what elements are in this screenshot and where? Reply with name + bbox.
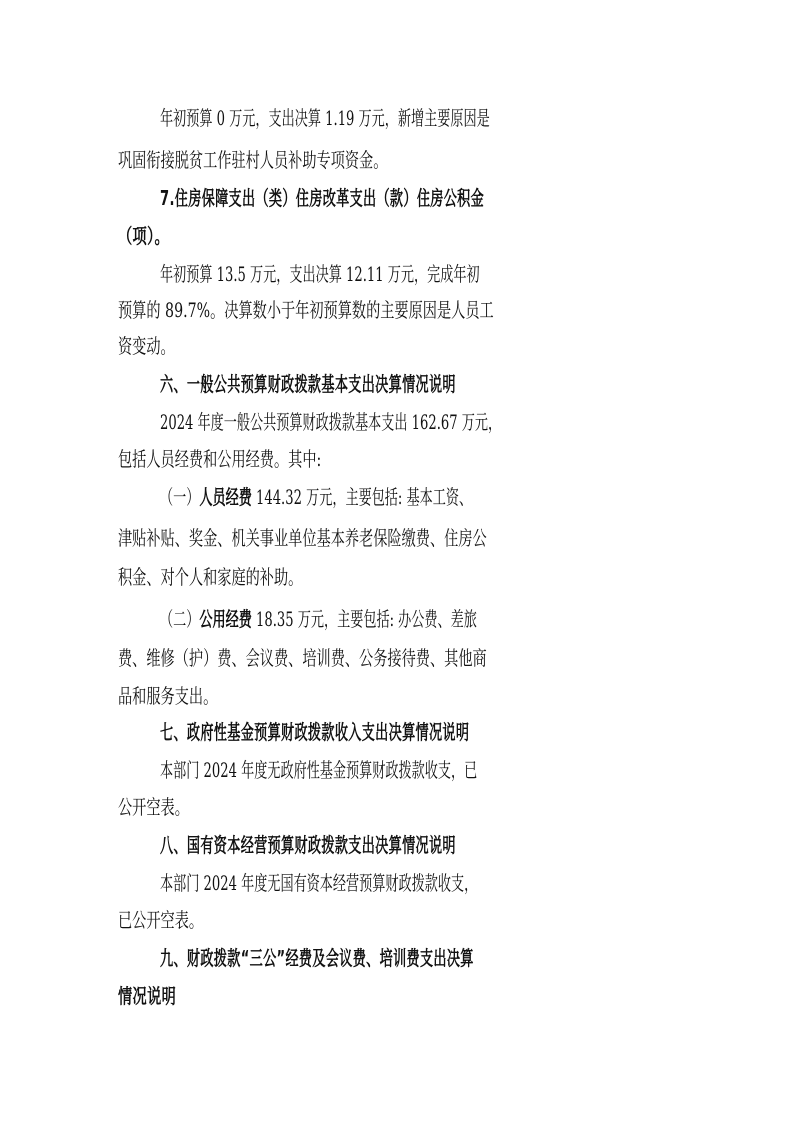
- paragraph-line: 本部门 2024 年度无政府性基金预算财政拨款收支，已: [160, 758, 478, 782]
- paragraph-line: 包括人员经费和公用经费。其中:: [118, 447, 322, 471]
- bold-term: 人员经费: [199, 485, 252, 509]
- paragraph-line: 公开空表。: [118, 795, 189, 819]
- section-heading: 九、财政拨款“三公”经费及会议费、培训费支出决算: [160, 946, 474, 970]
- paragraph-line: 巩固衔接脱贫工作驻村人员补助专项资金。: [118, 148, 388, 172]
- paragraph-line: 预算的 89.7%。决算数小于年初预算数的主要原因是人员工: [118, 298, 494, 322]
- paragraph-line: 品和服务支出。: [118, 684, 218, 708]
- section-heading: 七、政府性基金预算财政拨款收入支出决算情况说明: [160, 720, 470, 744]
- section-heading: （项）。: [118, 224, 170, 248]
- bold-term: 公用经费: [199, 607, 252, 631]
- section-heading: 八、国有资本经营预算财政拨款支出决算情况说明: [160, 833, 456, 857]
- paragraph-line: 资变动。: [118, 334, 175, 358]
- paragraph-line: 2024 年度一般公共预算财政拨款基本支出 162.67 万元，: [160, 410, 502, 434]
- paragraph-line: 本部门 2024 年度无国有资本经营预算财政拨款收支，: [160, 871, 478, 895]
- paragraph-line: 积金、对个人和家庭的补助。: [118, 565, 303, 589]
- paragraph-line: 已公开空表。: [118, 908, 204, 932]
- section-heading: 六、一般公共预算财政拨款基本支出决算情况说明: [160, 372, 456, 396]
- paragraph-line: 津贴补贴、奖金、机关事业单位基本养老保险缴费、住房公: [118, 526, 487, 550]
- paragraph-line: （一）人员经费 144.32 万元，主要包括: 基本工资、: [160, 485, 473, 509]
- paragraph-line: 年初预算 13.5 万元，支出决算 12.11 万元，完成年初: [160, 262, 480, 286]
- paragraph-line: （二）公用经费 18.35 万元，主要包括: 办公费、差旅: [160, 607, 477, 631]
- paragraph-line: 费、维修（护）费、会议费、培训费、公务接待费、其他商: [118, 646, 487, 670]
- section-heading: 情况说明: [118, 984, 177, 1008]
- section-heading: 7.住房保障支出（类）住房改革支出（款）住房公积金: [160, 186, 485, 210]
- paragraph-line: 年初预算 0 万元，支出决算 1.19 万元，新增主要原因是: [160, 106, 490, 130]
